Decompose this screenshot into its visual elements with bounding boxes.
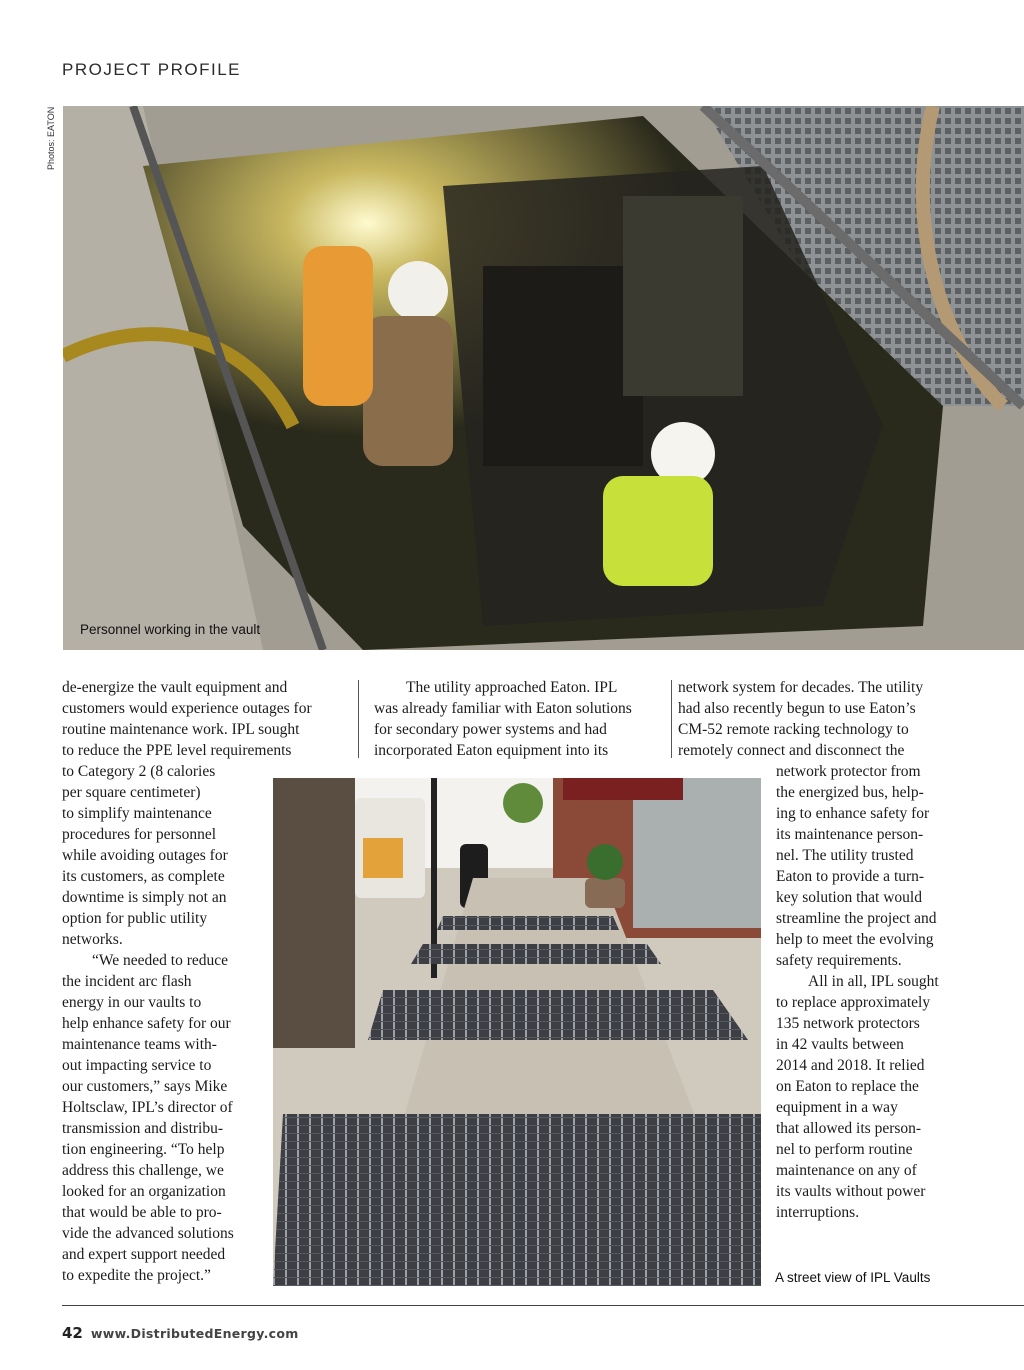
text-line: transmission and distribu- (62, 1120, 224, 1137)
text-line: to expedite the project.” (62, 1267, 211, 1284)
text-line: remotely connect and disconnect the (678, 742, 905, 759)
text-line: networks. (62, 931, 123, 948)
text-line: per square centimeter) (62, 784, 201, 801)
text-line: maintenance teams with- (62, 1036, 217, 1053)
text-line: while avoiding outages for (62, 847, 228, 864)
text-line: de-energize the vault equipment and (62, 679, 288, 696)
text-line: safety requirements. (776, 952, 902, 969)
text-line: Eaton to provide a turn- (776, 868, 925, 885)
text-line: out impacting service to (62, 1057, 212, 1074)
text-line: its customers, as complete (62, 868, 225, 885)
text-line: vide the advanced solutions (62, 1225, 234, 1242)
text-line: option for public utility (62, 910, 208, 927)
text-line: to simplify maintenance (62, 805, 212, 822)
text-line: help enhance safety for our (62, 1015, 231, 1032)
text-line: procedures for personnel (62, 826, 217, 843)
text-line: to replace approximately (776, 994, 931, 1011)
text-line: and expert support needed (62, 1246, 226, 1263)
text-line: customers would experience outages for (62, 700, 312, 717)
vault-photo (63, 106, 1024, 650)
text-line: streamline the project and (776, 910, 937, 927)
column-divider (358, 680, 359, 758)
text-line: key solution that would (776, 889, 922, 906)
text-line: 2014 and 2018. It relied (776, 1057, 925, 1074)
text-line: CM-52 remote racking technology to (678, 721, 909, 738)
text-line: was already familiar with Eaton solutions (374, 700, 632, 717)
text-line: maintenance on any of (776, 1162, 917, 1179)
text-line: network system for decades. The utility (678, 679, 924, 696)
text-line: had also recently begun to use Eaton’s (678, 700, 916, 717)
text-line: to reduce the PPE level requirements (62, 742, 292, 759)
text-line: help to meet the evolving (776, 931, 934, 948)
text-line: its maintenance person- (776, 826, 924, 843)
text-line: The utility approached Eaton. IPL (406, 679, 618, 696)
text-line: energy in our vaults to (62, 994, 202, 1011)
text-line: address this challenge, we (62, 1162, 224, 1179)
column-divider (671, 680, 672, 758)
footer (62, 1324, 299, 1342)
column-middle (374, 677, 666, 761)
text-line: downtime is simply not an (62, 889, 227, 906)
photo-credit: Photos: EATON (46, 106, 56, 170)
text-line: looked for an organization (62, 1183, 226, 1200)
text-line: nel to perform routine (776, 1141, 913, 1158)
text-line: for secondary power systems and had (374, 721, 607, 738)
text-line: All in all, IPL sought (808, 973, 939, 990)
text-line: the energized bus, help- (776, 784, 924, 801)
text-line: that allowed its person- (776, 1120, 922, 1137)
text-line: in 42 vaults between (776, 1036, 904, 1053)
text-line: tion engineering. “To help (62, 1141, 225, 1158)
text-line: network protector from (776, 763, 921, 780)
text-line: that would be able to pro- (62, 1204, 222, 1221)
text-line: our customers,” says Mike (62, 1078, 228, 1095)
text-line: routine maintenance work. IPL sought (62, 721, 300, 738)
text-line: to Category 2 (8 calories (62, 763, 216, 780)
text-line: incorporated Eaton equipment into its (374, 742, 609, 759)
text-line: on Eaton to replace the (776, 1078, 919, 1095)
text-line: its vaults without power (776, 1183, 926, 1200)
footer-rule (62, 1305, 1024, 1306)
page-number: 42 (62, 1324, 83, 1342)
top-photo-caption: Personnel working in the vault (80, 622, 261, 637)
text-line: interruptions. (776, 1204, 860, 1221)
text-line: nel. The utility trusted (776, 847, 914, 864)
text-line: Holtsclaw, IPL’s director of (62, 1099, 233, 1116)
text-line: 135 network protectors (776, 1015, 920, 1032)
text-line: the incident arc flash (62, 973, 192, 990)
street-photo (273, 778, 761, 1286)
text-line: “We needed to reduce (92, 952, 229, 969)
text-line: equipment in a way (776, 1099, 898, 1116)
text-line: ing to enhance safety for (776, 805, 930, 822)
website-link[interactable]: www.DistributedEnergy.com (90, 1326, 299, 1341)
section-label: PROJECT PROFILE (62, 60, 241, 79)
bottom-photo-caption: A street view of IPL Vaults (775, 1270, 931, 1285)
